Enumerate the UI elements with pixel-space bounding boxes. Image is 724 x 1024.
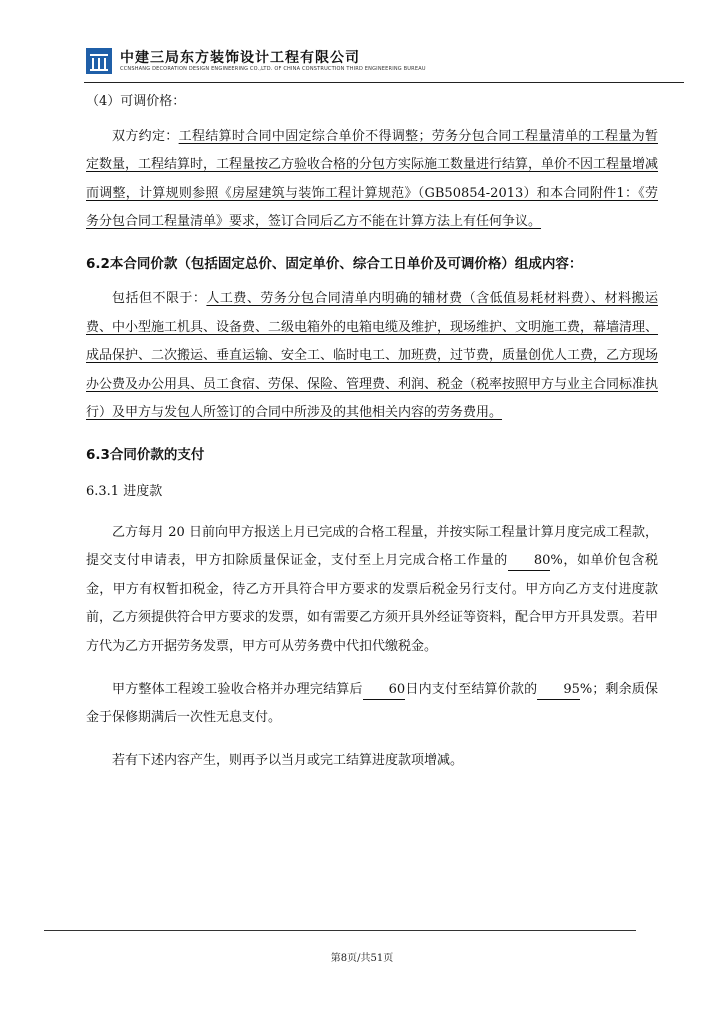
document-body bbox=[86, 88, 658, 775]
section-6-2-heading: 6.2本合同价款（包括固定总价、固定单价、综合工日单价及可调价格）组成内容： bbox=[86, 255, 583, 272]
payment-percentage-field: 80 bbox=[508, 552, 551, 571]
final-payment-text-end: %；剩余质保金于保修期满后一次性无息支付。 bbox=[86, 681, 658, 726]
progress-payment-text: 乙方每月 20 日前向甲方报送上月已完成的合格工程量，并按实际工程量计算月度完成工程款，提交支付申请表，甲方扣除质量保证金，支付至上月完成合格工作量的 bbox=[86, 524, 658, 569]
section-6-2-paragraph bbox=[86, 285, 658, 428]
page-number: 第8页/共51页 bbox=[330, 953, 394, 964]
section-6-3-1-heading: 6.3.1 进度款 bbox=[86, 483, 163, 499]
progress-payment-text-cont: %，如单价包含税金，甲方有权暂扣税金，待乙方开具符合甲方要求的发票后税金另行支付。甲方向乙方支付进度款前，乙方须提供符合甲方要求的发票，如有需要乙方须开具外经证等资料，配合甲方开具发票。若甲方代为乙方开据劳务发票，甲方可从劳务费中代扣代缴税金。 bbox=[86, 553, 659, 654]
section-4-paragraph bbox=[86, 123, 658, 237]
page-header bbox=[86, 46, 686, 80]
final-payment-text: 甲方整体工程竣工验收合格并办理完结算后 bbox=[112, 681, 363, 697]
section-4-title: （4）可调价格： bbox=[86, 94, 186, 109]
company-name: 中建三局东方装饰设计工程有限公司 bbox=[120, 50, 360, 66]
footer-divider bbox=[44, 930, 636, 931]
final-percentage-field: 95 bbox=[537, 681, 580, 700]
section-4-text: 工程结算时合同中固定综合单价不得调整；劳务分包合同工程量清单的工程量为暂定数量，工程结算时，工程量按乙方验收合格的分包方实际施工数量进行结算，单价不因工程量增减而调整，计算规则参照《房屋建筑与装饰工程计算规范》（GB50854-2013）和本合同附件1：《劳务分包合同工程量清单》要求，签订合同后乙方不能在计算方法上有任何争议。 bbox=[86, 128, 659, 230]
section-6-3-heading: 6.3合同价款的支付 bbox=[86, 446, 205, 463]
adjustment-paragraph: 若有下述内容产生，则再予以当月或完工结算进度款项增减。 bbox=[112, 752, 464, 768]
section-6-2-text: 人工费、劳务分包合同清单内明确的辅材费（含低值易耗材料费）、材料搬运费、中小型施工机具、设备费、二级电箱外的电箱电缆及维护，现场维护、文明施工费，幕墙清理、成品保护、二次搬运、垂直运输、安全工、临时电工、加班费，过节费，质量创优人工费，乙方现场办公费及办公用具、员工食宿、劳保、保险、管理费、利润、税金（税率按照甲方与业主合同标准执行）及甲方与发包人所签订的合同中所涉及的其他相关内容的劳务费用。 bbox=[86, 290, 659, 421]
company-name-english: CCNSHANG DECORATION DESIGN ENGINEERING CO.,LTD. OF CHINA CONSTRUCTION THIRD ENGINEERING BUREAU bbox=[120, 66, 426, 72]
section-4-lead: 双方约定： bbox=[112, 128, 179, 144]
final-payment-paragraph bbox=[86, 676, 658, 733]
company-logo-icon bbox=[86, 48, 112, 74]
section-6-2-lead: 包括但不限于： bbox=[112, 290, 207, 306]
payment-days-field: 60 bbox=[363, 681, 406, 700]
final-payment-text-cont: 日内支付至结算价款的 bbox=[405, 681, 538, 697]
progress-payment-paragraph bbox=[86, 519, 658, 662]
header-divider bbox=[84, 82, 684, 83]
